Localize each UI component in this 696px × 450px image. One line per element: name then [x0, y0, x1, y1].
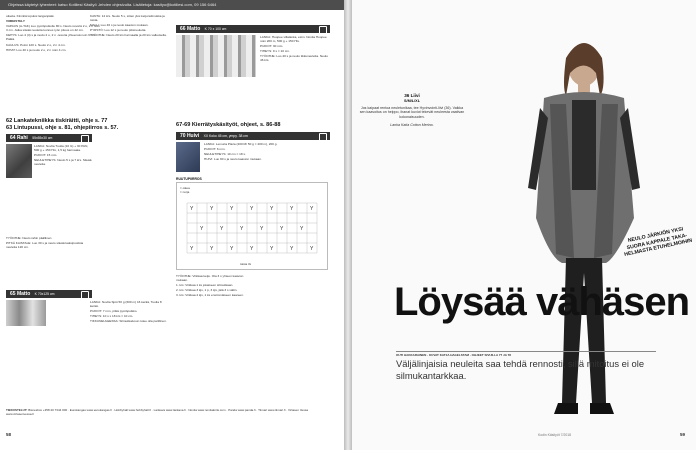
text-line: HUIVI: Luo 90 s ja neulo kaavion mukaan. — [204, 157, 262, 162]
matto-66-photo — [176, 35, 256, 77]
svg-text:Y: Y — [260, 226, 264, 232]
camera-icon — [319, 133, 327, 141]
box-70-meta: XX Koko 45 cm, ympy. 38 cm — [203, 134, 248, 138]
column-3-lower — [176, 274, 256, 298]
svg-text:Y: Y — [280, 226, 284, 232]
tiedustelut-text: Bisnesbox +358 20 7344 000 · Eurokangas www.eurokangas.fi · Hobbyhall www.hobbyhall.fi · Lankava www.lankava.fi · Novita www.novitaknits.com · Panda www.panda.fi · Tiimari www.tiimari.fi · Virtasen Vessa www.virtasenvessa.fi — [6, 408, 309, 416]
svg-text:Y: Y — [300, 226, 304, 232]
box-64-text — [34, 144, 92, 167]
magazine-footer: Kodin Käsityöt 7/2018 — [538, 433, 571, 437]
left-page — [0, 0, 344, 450]
column-1 — [6, 14, 102, 53]
section-67-title: 67-69 Kierrätyskäsityöt, ohjeet, s. 86-88 — [176, 122, 281, 128]
legend-item: = nurja — [180, 190, 190, 194]
svg-text:Y: Y — [190, 246, 194, 252]
text-line: NEULETIHEYS: Neulo 5 s ja 7 krs. Sileää neuletta. — [34, 158, 92, 167]
svg-text:Y: Y — [310, 246, 314, 252]
rahi-photo — [6, 144, 32, 178]
camera-icon — [81, 291, 89, 299]
svg-text:Y: Y — [290, 246, 294, 252]
page-number-right: 59 — [680, 432, 686, 437]
svg-text:Y: Y — [210, 206, 214, 212]
svg-text:Y: Y — [200, 226, 204, 232]
legend-item: = oikea — [180, 186, 190, 190]
text-line: KANTA: 12 krs. Neulo 5 s, sitten yksi ketjunsilmukka ja toista. — [90, 14, 165, 23]
text-line: LANKA: Hoopee villalanka, esim. Novita Hoopee noin 200 m, 500 g + 150 HG. — [260, 35, 327, 44]
text-line: PUIKOT: 6 mm. — [204, 147, 226, 152]
text-line: LANKA: Lemuria Plaza (200 M/ 50 g = 400 m), 200 g. — [204, 142, 278, 146]
text-line: PUIKOT: 7 mm, pitkä pyöröpuikko. — [90, 309, 138, 314]
knitting-chart-grid — [177, 183, 327, 269]
text-line: 3. krs: Virkkaa 4 kjs, 1 ks ensimmäiseen kaareen. — [176, 293, 244, 298]
knitting-chart — [176, 182, 328, 270]
box-64-text-2 — [6, 236, 92, 250]
tiedustelut-block — [6, 408, 336, 416]
chart-caption: toista 3x — [240, 262, 252, 266]
item-yarn-credit: Lanka Katia Cotton Merino. — [390, 122, 434, 127]
text-line: KAULUS: Poimi 120 s. Neulo 2 o, 2 n 4 cm. — [6, 42, 66, 47]
text-line: LANKA: Novita Tuulia (10 G) + 30 PAN, 500 g + 150 HG, 1,5 kg harmaata. — [34, 144, 89, 153]
box-64-label: 64 Rahi — [10, 135, 28, 141]
svg-text:Y: Y — [240, 226, 244, 232]
matto-photo — [6, 300, 46, 326]
text-line: 1. krs: Virkkaa 1 ks jokaiseen silmukkaan. — [176, 283, 234, 288]
text-line: HIHAT: Luo 40 s ja neulo 2 o, 2 n noin 4 cm. — [6, 47, 67, 52]
article-byline: OUTI HAKKARAINEN · KUVAT KATJA HAGELSTAM · OHJEET SIVUILLA 77 JA 78 — [396, 351, 656, 357]
text-line: TIHEYS: 9 s = 10 cm. — [260, 49, 290, 54]
item-sizes: S/M/L/XL — [403, 98, 421, 103]
huivi-photo — [176, 142, 200, 172]
text-line: TYÖOHJE: Luo 40 s ja neulo tikkuneuletta. Neulo 46 krs. — [260, 54, 328, 63]
text-line: TYÖOHJE: Virkkaa ketju. Ota 3 s yhteen kaavion mukaan. — [176, 274, 244, 283]
box-65-meta: K 70x125 cm — [34, 292, 55, 296]
text-line: VAPAUS (A-TAK) Luo pyöröpuikolle 80 s. Neulo resoriä 2 o, 2 n noin 3 cm. Jatka sileää neuletta kunnes työn pituus on 42 cm. — [6, 24, 100, 33]
box-66-meta: K 70 x 100 cm — [204, 27, 227, 31]
section-62-title: 62 Lankatekniikka tiskiräitti, ohje s. 77 — [6, 118, 108, 124]
box-65-label: 65 Matto — [10, 291, 31, 297]
box-65-text — [90, 300, 170, 324]
text-line: PUIKOT: 30 mm. — [260, 44, 284, 49]
text-line: oikeita. Kiinnitä lopuksi langanpäät. — [6, 14, 55, 18]
article-lead: Väljälinjaisia neuleita saa tehdä rennosti, sillä mitoitus ei ole silmukantarkkaa. — [396, 358, 645, 381]
column-3-upper — [260, 35, 330, 64]
svg-text:Y: Y — [190, 206, 194, 212]
box-65-header — [6, 290, 92, 298]
svg-text:Y: Y — [250, 246, 254, 252]
text-line: KEHYS: Luo 4 (4) s ja neulo 2 o, 2 n -resoria yhteensä noin 6 cm. Päätä. — [6, 33, 96, 42]
item-description: Jos kaipaat rentoa neuletunikaa, tee Hyvinvointi-liivi (36). Vaikka sen kaavoitus on helppo, ihanat kuviot tekevät neuleesta vaativan kokonaisuuden. — [359, 105, 465, 120]
page-number-left: 58 — [6, 432, 12, 437]
tiedustelut-label: TIEDUSTELUT: — [6, 408, 28, 412]
camera-icon — [81, 135, 89, 143]
svg-text:Y: Y — [270, 246, 274, 252]
text-line: TIHEYS: 10 s x 18 krs = 10 cm. — [90, 314, 134, 319]
svg-text:Y: Y — [220, 226, 224, 232]
box-64-header — [6, 134, 92, 142]
column-4 — [204, 142, 330, 162]
column-2 — [90, 14, 172, 38]
svg-text:Y: Y — [250, 206, 254, 212]
box-66-label: 66 Matto — [180, 26, 201, 32]
svg-text:Y: Y — [310, 206, 314, 212]
right-page — [352, 0, 696, 450]
text-line: NEULETIHEYS: 10 cm = 18 s. — [204, 152, 246, 157]
box-66-header — [176, 25, 330, 33]
item-info-box — [358, 94, 466, 128]
text-line: LANKA: Novita Sjöö 50 g (600 m) 16 kerää, Tuulia 8 kerää. — [90, 300, 162, 309]
text-line: TYÖOHJE: Neulo 20 krs harmaalla ja 20 krs valkoisella. — [90, 33, 167, 38]
chart-legend — [180, 186, 190, 194]
box-70-label: 70 Huivi — [180, 133, 200, 139]
text-line: TIKKUNEULEESSA: Silmukkaluvun tulee olla parillinen. — [90, 319, 167, 324]
text-line: PYRSTÖ: Luo 12 s ja neulo pitsineuletta. — [90, 28, 147, 33]
text-line: TYÖOHJE: Neulo rahin päällinen. — [6, 236, 53, 240]
svg-text:Y: Y — [230, 246, 234, 252]
camera-icon — [319, 26, 327, 34]
section-63-title: 63 Lintupussi, ohje s. 81, ohjepiirros s. 57. — [6, 125, 119, 131]
spine-gutter — [344, 0, 352, 450]
box-64-meta: 55x55x30 cm — [32, 136, 53, 140]
chart-title: RUUTUPIIRROS — [176, 177, 202, 181]
svg-text:Y: Y — [270, 206, 274, 212]
article-title: Löysää vähäsen — [394, 280, 690, 324]
svg-text:Y: Y — [230, 206, 234, 212]
item-name: 36 Liivi — [404, 93, 420, 98]
box-70-header — [176, 132, 330, 140]
text-line: 2. krs: Virkkaa 3 kjs, 1 p, 3 kjs, jätä 3 s väliin. — [176, 288, 238, 293]
svg-text:Y: Y — [290, 206, 294, 212]
text-line: MALLI: Luo 46 s ja neulo kaavion mukaan. — [90, 23, 149, 28]
svg-text:Y: Y — [210, 246, 214, 252]
annotation-callout: NEULO JÄRKIÖN YKSI SUORA KAPPALE TAKA-HELMASTA ETUHELMOIHIN — [623, 226, 693, 258]
text-line: PITKÄ KAISTALE: Luo 30 s ja neulo sileää kaksipuolista neuletta 120 cm. — [6, 241, 84, 250]
page-header: Ohjeissa käytetyt lyhenteet: katso Kotiliesi Käsityö -lehden ohjesivulta. Lisätietoja: kasityo@kotiliesi.com, 09 156 6464 — [0, 0, 344, 10]
subheading: VIIMEISTELY — [6, 19, 25, 24]
text-line: PUIKOT: 15 mm. — [34, 153, 58, 158]
